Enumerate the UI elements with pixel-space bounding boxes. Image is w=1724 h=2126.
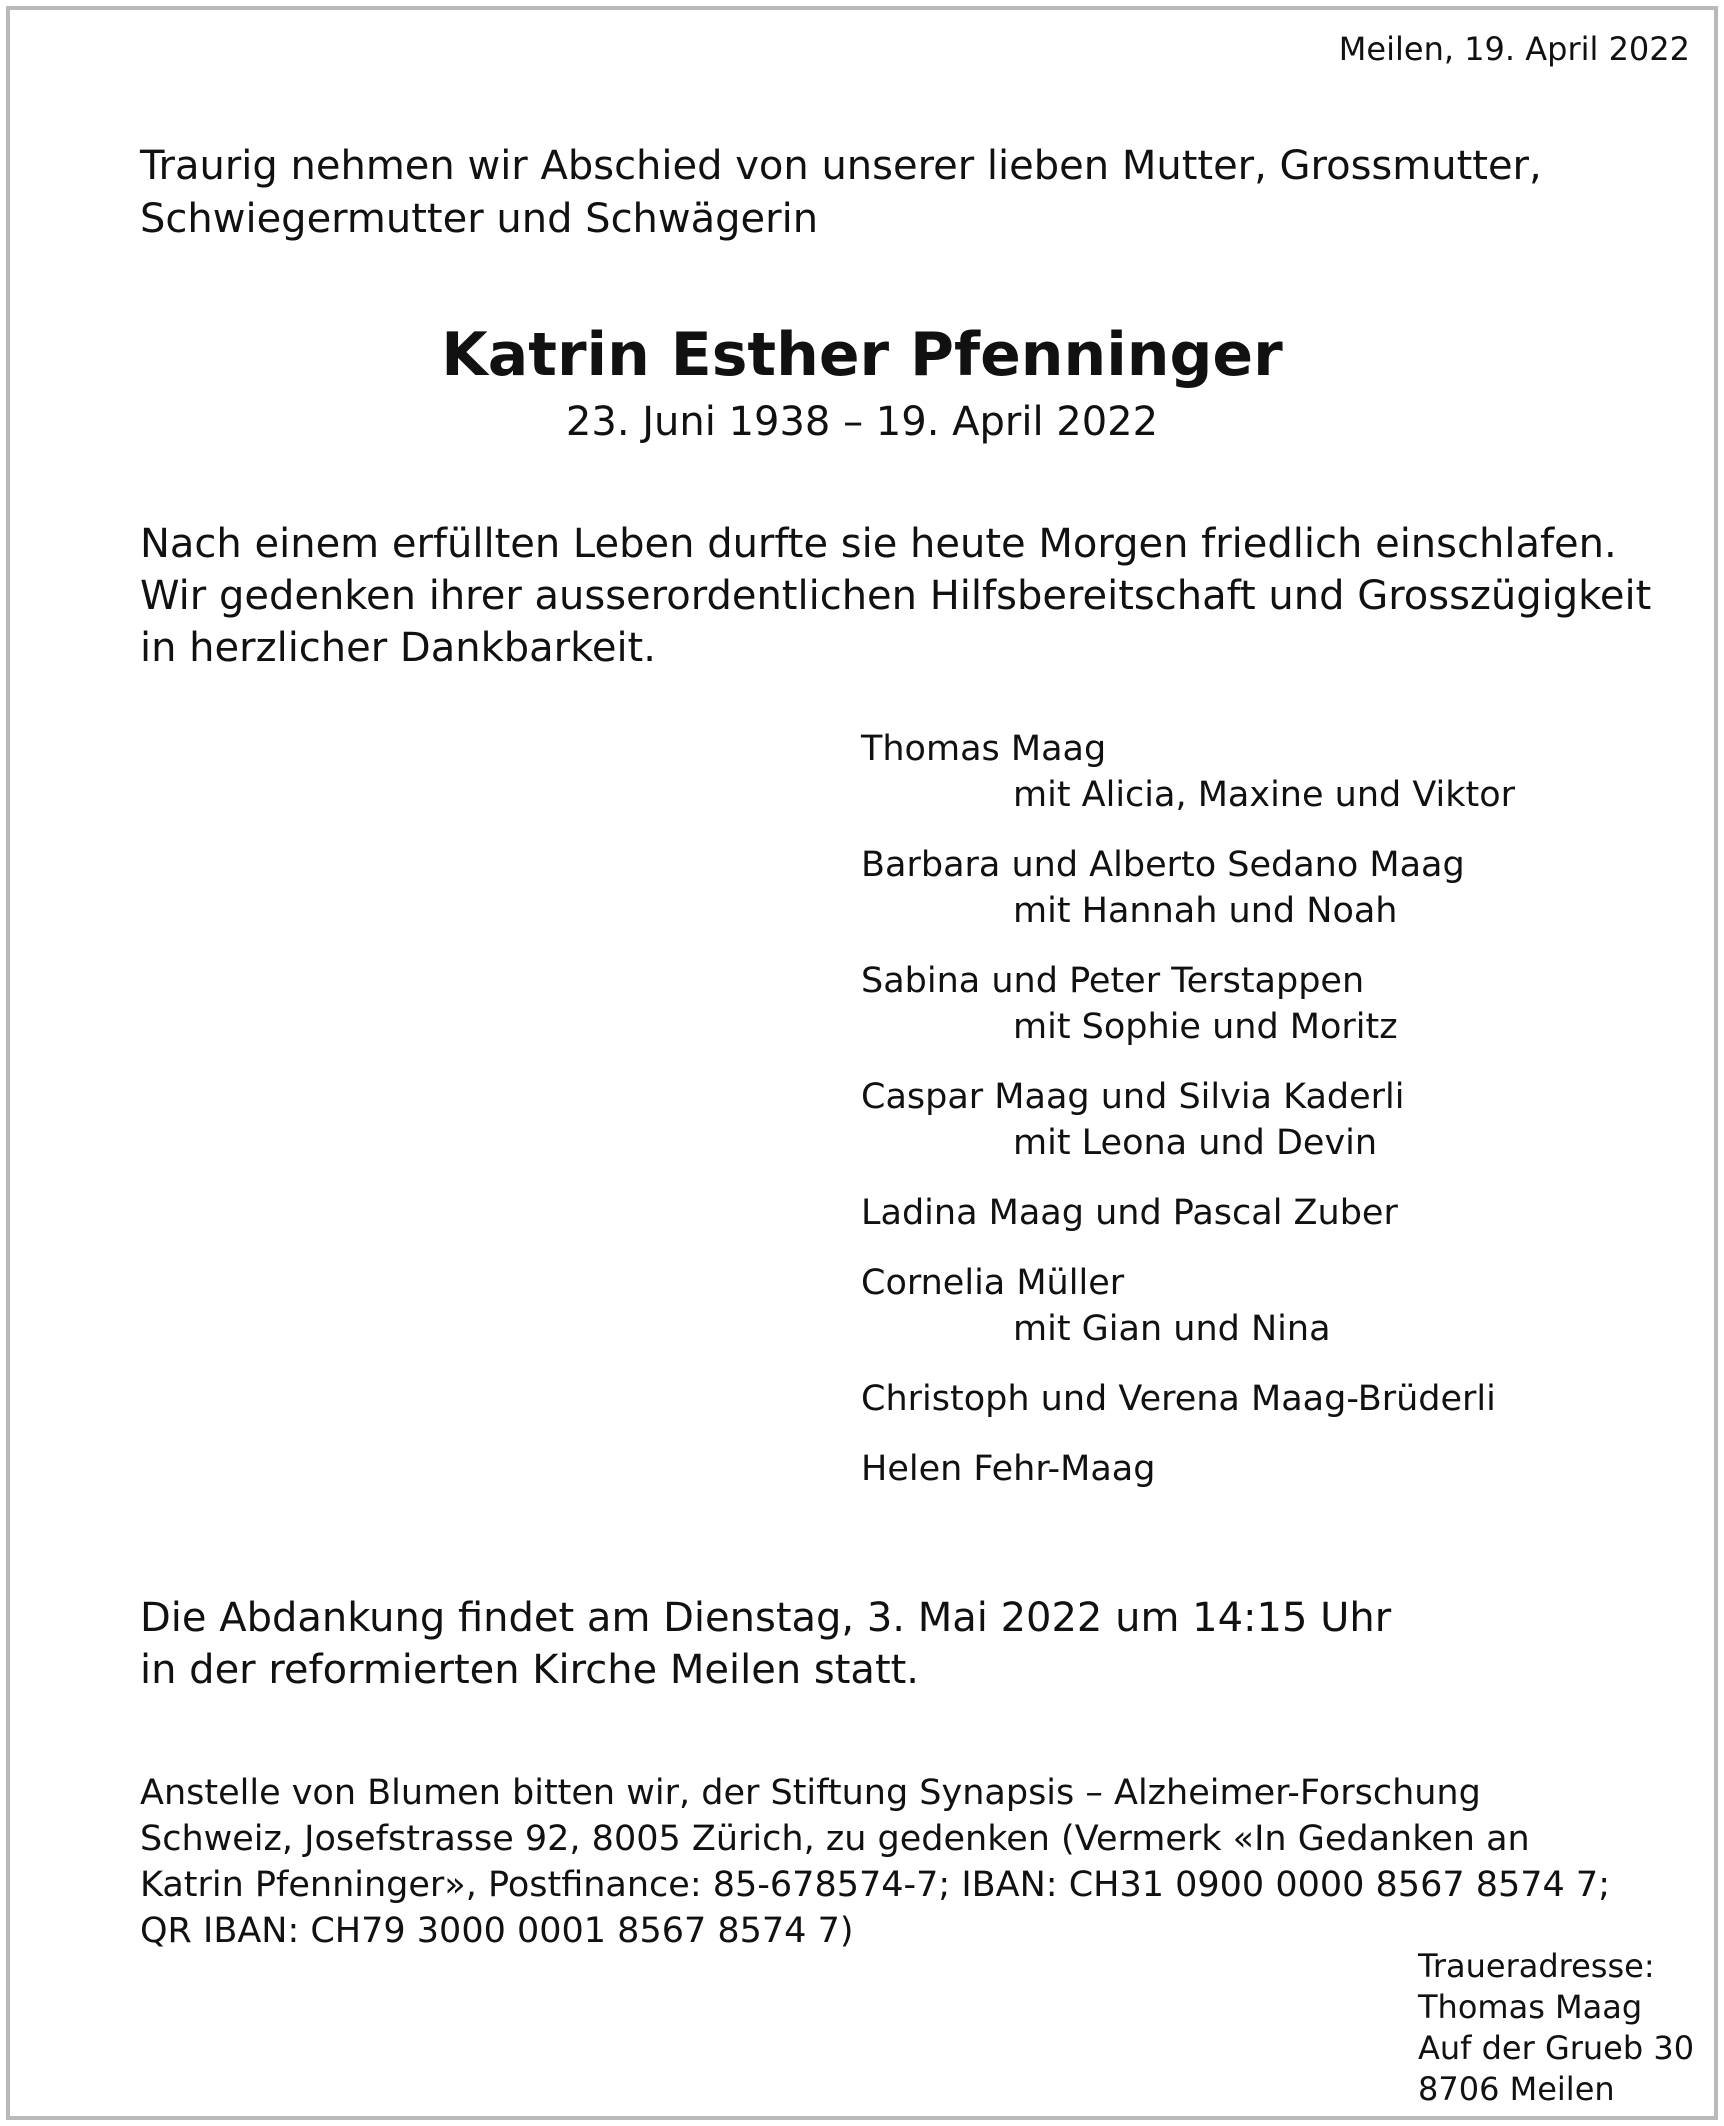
address-name: Thomas Maag: [1418, 1988, 1643, 2026]
address-street: Auf der Grueb 30: [1418, 2029, 1695, 2067]
mourners-list: [861, 726, 1515, 1516]
mourner-name: Cornelia Müller: [861, 1263, 1125, 1303]
donation-line: Katrin Pfenninger», Postfinance: 85-678574-7; IBAN: CH31 0900 0000 8567 8574 7;: [140, 1865, 1610, 1905]
place-date: Meilen, 19. April 2022: [1338, 30, 1690, 68]
mourner-name: Caspar Maag und Silvia Kaderli: [861, 1077, 1405, 1117]
address-label: Traueradresse:: [1418, 1947, 1655, 1985]
mourner-family: mit Gian und Nina: [1013, 1309, 1331, 1349]
mourner-entry: [861, 1260, 1515, 1352]
service-line: in der reformierten Kirche Meilen statt.: [140, 1647, 920, 1693]
donation-line: Schweiz, Josefstrasse 92, 8005 Zürich, zu gedenken (Vermerk «In Gedanken an: [140, 1819, 1530, 1859]
mourning-address: [1418, 1946, 1694, 2110]
mourner-entry: [861, 1376, 1515, 1422]
mourner-family: mit Leona und Devin: [1013, 1123, 1378, 1163]
mourner-name: Thomas Maag: [861, 729, 1107, 769]
mourner-entry: [861, 842, 1515, 934]
deceased-name: Katrin Esther Pfenninger: [441, 320, 1283, 390]
mourner-family: mit Sophie und Moritz: [1013, 1007, 1398, 1047]
intro-line: Schwiegermutter und Schwägerin: [140, 196, 819, 242]
mourner-family: mit Hannah und Noah: [1013, 891, 1398, 931]
mourner-entry: [861, 1446, 1515, 1492]
service-info: [140, 1592, 1391, 1696]
life-dates: 23. Juni 1938 – 19. April 2022: [565, 399, 1159, 445]
mourner-family: mit Alicia, Maxine und Viktor: [1013, 775, 1516, 815]
mourner-name: Ladina Maag und Pascal Zuber: [861, 1193, 1398, 1233]
tribute-line: Nach einem erfüllten Leben durfte sie heute Morgen friedlich einschlafen.: [140, 521, 1617, 567]
tribute-line: in herzlicher Dankbarkeit.: [140, 625, 656, 671]
mourner-name: Helen Fehr-Maag: [861, 1449, 1156, 1489]
mourner-entry: [861, 958, 1515, 1050]
mourner-name: Sabina und Peter Terstappen: [861, 961, 1365, 1001]
intro-line: Traurig nehmen wir Abschied von unserer lieben Mutter, Grossmutter,: [140, 143, 1542, 189]
intro-text: [140, 140, 1542, 246]
address-city: 8706 Meilen: [1418, 2070, 1615, 2108]
donation-line: QR IBAN: CH79 3000 0001 8567 8574 7): [140, 1911, 854, 1951]
donation-info: [140, 1770, 1610, 1954]
mourner-entry: [861, 1074, 1515, 1166]
mourner-entry: [861, 1190, 1515, 1236]
mourner-name: Barbara und Alberto Sedano Maag: [861, 845, 1465, 885]
tribute-text: [140, 518, 1651, 674]
mourner-entry: [861, 726, 1515, 818]
service-line: Die Abdankung findet am Dienstag, 3. Mai 2022 um 14:15 Uhr: [140, 1595, 1392, 1641]
tribute-line: Wir gedenken ihrer ausserordentlichen Hilfsbereitschaft und Grosszügigkeit: [140, 573, 1652, 619]
donation-line: Anstelle von Blumen bitten wir, der Stiftung Synapsis – Alzheimer-Forschung: [140, 1773, 1481, 1813]
mourner-name: Christoph und Verena Maag-Brüderli: [861, 1379, 1496, 1419]
